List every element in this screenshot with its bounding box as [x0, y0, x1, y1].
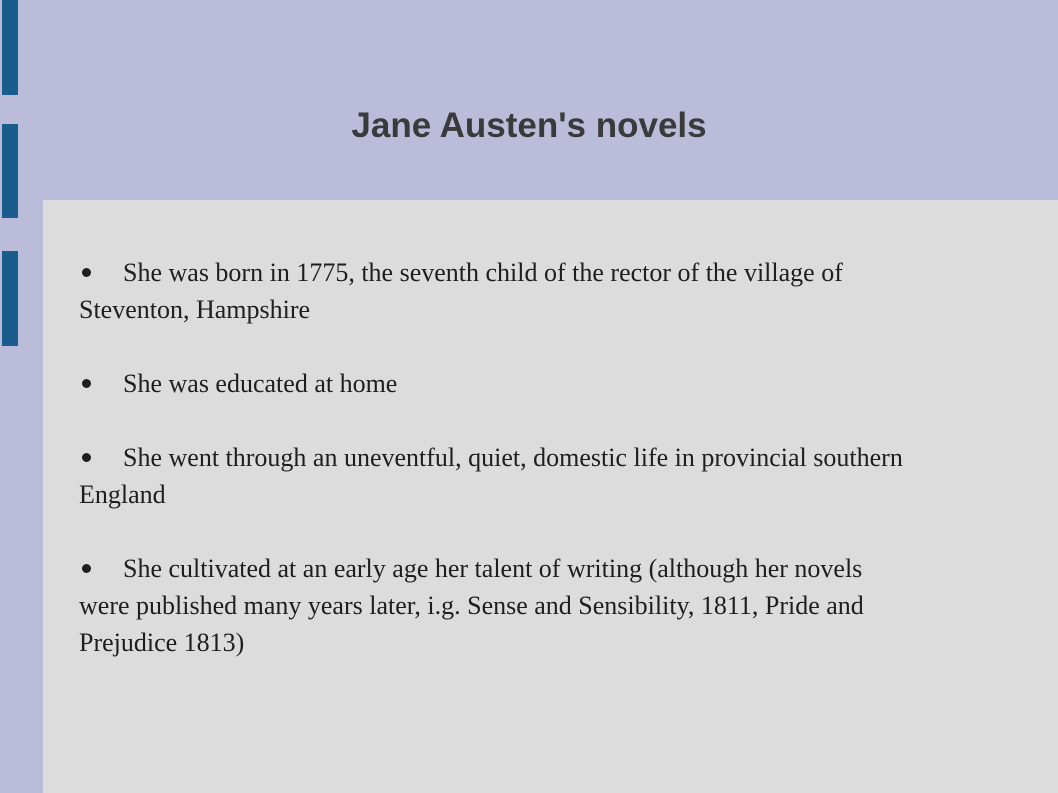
bullet-icon	[82, 268, 91, 277]
bullet-item	[79, 365, 909, 402]
bullet-icon	[82, 379, 91, 388]
bullet-icon	[82, 564, 91, 573]
slide-title: Jane Austen's novels	[351, 106, 707, 145]
bullet-item	[79, 254, 909, 328]
bullet-list	[79, 254, 909, 698]
bullet-text: She went through an uneventful, quiet, domestic life in provincial southern England	[79, 443, 903, 509]
bullet-text: She was educated at home	[123, 369, 398, 398]
bullet-item	[79, 550, 909, 661]
bullet-icon	[82, 453, 91, 462]
bullet-text: She was born in 1775, the seventh child of the rector of the village of Steventon, Hampshire	[79, 258, 843, 324]
bullet-item	[79, 439, 909, 513]
bullet-text: She cultivated at an early age her talent of writing (although her novels were published many years later, i.g. Sense and Sensibility, 1811, Pride and Prejudice 1813)	[79, 554, 864, 657]
decorative-side-bar	[2, 251, 18, 346]
decorative-side-bar	[2, 0, 18, 95]
